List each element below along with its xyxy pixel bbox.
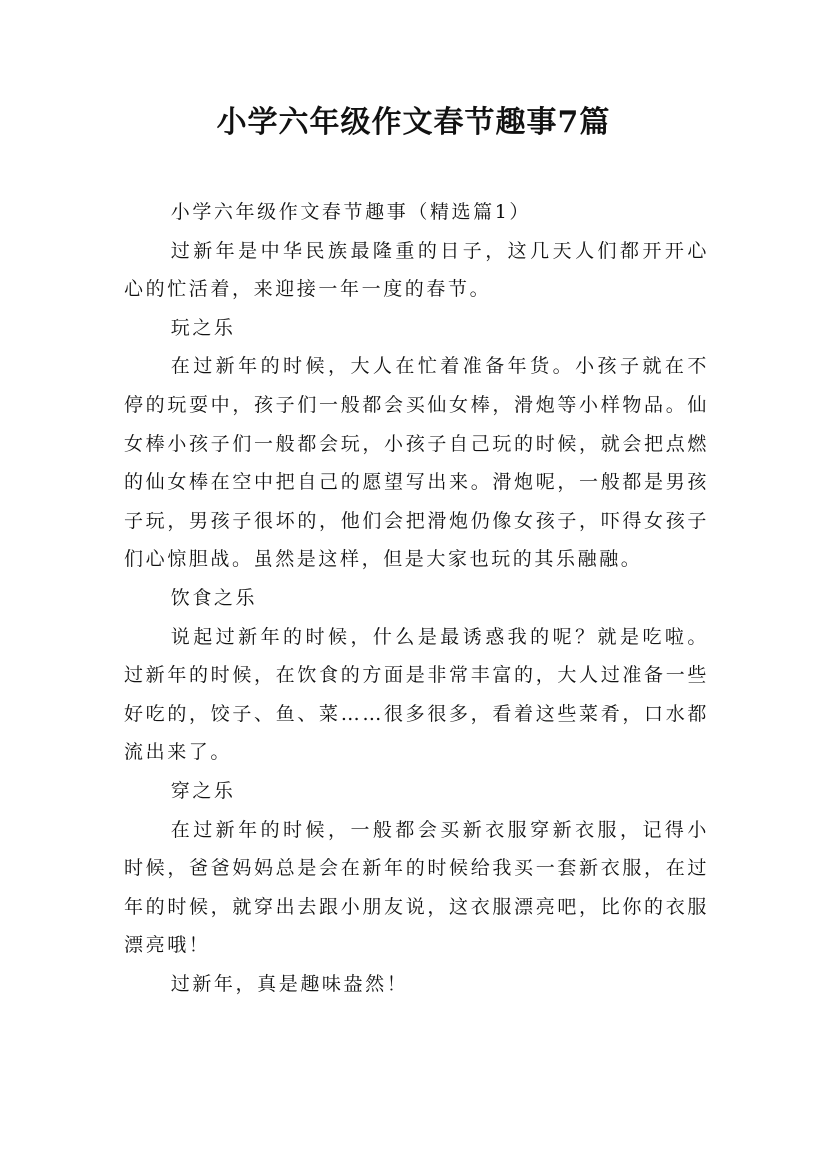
subheading: 玩之乐 [170, 316, 236, 339]
section-heading: 小学六年级作文春节趣事（精选篇1） [170, 201, 532, 223]
subheading: 穿之乐 [170, 779, 236, 802]
paragraph: 说起过新年的时候，什么是最诱惑我的呢？就是吃啦。过新年的时候，在饮食的方面是非常丰富的，大人过准备一些好吃的，饺子、鱼、菜……很多很多，看着这些菜肴，口水都流出来了。 [124, 625, 709, 764]
subheading: 饮食之乐 [170, 586, 258, 609]
paragraph: 在过新年的时候，大人在忙着准备年货。小孩子就在不停的玩耍中，孩子们一般都会买仙女棒，滑炮等小样物品。仙女棒小孩子们一般都会玩，小孩子自己玩的时候，就会把点燃的仙女棒在空中把自己的愿望写出来。滑炮呢，一般都是男孩子玩，男孩子很坏的，他们会把滑炮仍像女孩子，吓得女孩子们心惊胆战。虽然是这样，但是大家也玩的其乐融融。 [124, 355, 709, 571]
paragraph: 在过新年的时候，一般都会买新衣服穿新衣服，记得小时候，爸爸妈妈总是会在新年的时候给我买一套新衣服，在过年的时候，就穿出去跟小朋友说，这衣服漂亮吧，比你的衣服漂亮哦！ [124, 818, 709, 957]
document-body [124, 193, 709, 1003]
closing-line: 过新年，真是趣味盎然！ [170, 972, 409, 995]
paragraph: 过新年是中华民族最隆重的日子，这几天人们都开开心心的忙活着，来迎接一年一度的春节。 [124, 239, 709, 301]
document-title: 小学六年级作文春节趣事7篇 [216, 105, 611, 140]
